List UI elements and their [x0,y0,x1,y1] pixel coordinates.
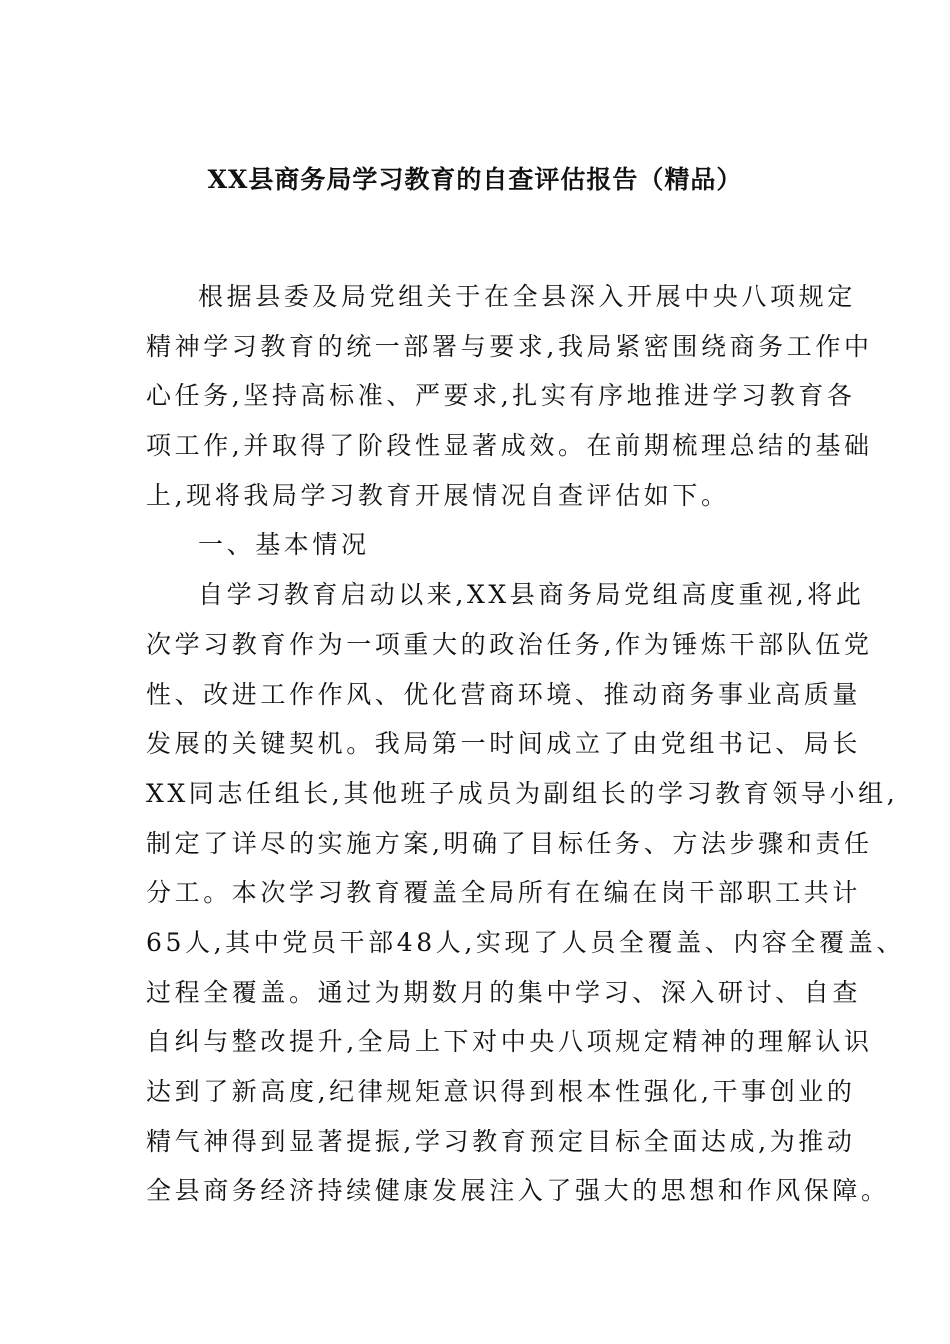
document-title: XX县商务局学习教育的自查评估报告（精品） [207,165,743,194]
paragraph-line: 性、改进工作作风、优化营商环境、推动商务事业高质量 [146,679,862,709]
paragraph-line: 精气神得到显著提振,学习教育预定目标全面达成,为推动 [146,1126,856,1156]
paragraph-line: 上,现将我局学习教育开展情况自查评估如下。 [146,480,730,510]
paragraph-line: 达到了新高度,纪律规矩意识得到根本性强化,干事创业的 [146,1077,856,1106]
paragraph-line: XX同志任组长,其他班子成员为副组长的学习教育领导小组, [146,778,899,808]
paragraph-line: 全县商务经济持续健康发展注入了强大的思想和作风保障。 [146,1176,890,1206]
paragraph-line: 分工。本次学习教育覆盖全局所有在编在岗干部职工共计 [146,878,862,908]
section-heading: 一、基本情况 [198,530,370,560]
paragraph-line: 65人,其中党员干部48人,实现了人员全覆盖、内容全覆盖、 [146,927,905,957]
paragraph-line: 自学习教育启动以来,XX县商务局党组高度重视,将此 [198,580,865,610]
document-body [146,272,905,1216]
paragraph-line: 心任务,坚持高标准、严要求,扎实有序地推进学习教育各 [146,381,856,411]
paragraph-line: 发展的关键契机。我局第一时间成立了由党组书记、局长 [146,729,862,759]
paragraph-line: 根据县委及局党组关于在全县深入开展中央八项规定 [198,282,856,311]
paragraph-line: 精神学习教育的统一部署与要求,我局紧密围绕商务工作中 [146,331,873,361]
paragraph-line: 制定了详尽的实施方案,明确了目标任务、方法步骤和责任 [146,828,873,858]
paragraph-line: 项工作,并取得了阶段性显著成效。在前期梳理总结的基础 [146,431,873,461]
paragraph-line: 自纠与整改提升,全局上下对中央八项规定精神的理解认识 [146,1027,873,1057]
paragraph-line: 过程全覆盖。通过为期数月的集中学习、深入研讨、自查 [146,977,862,1007]
paragraph-line: 次学习教育作为一项重大的政治任务,作为锤炼干部队伍党 [146,629,873,659]
